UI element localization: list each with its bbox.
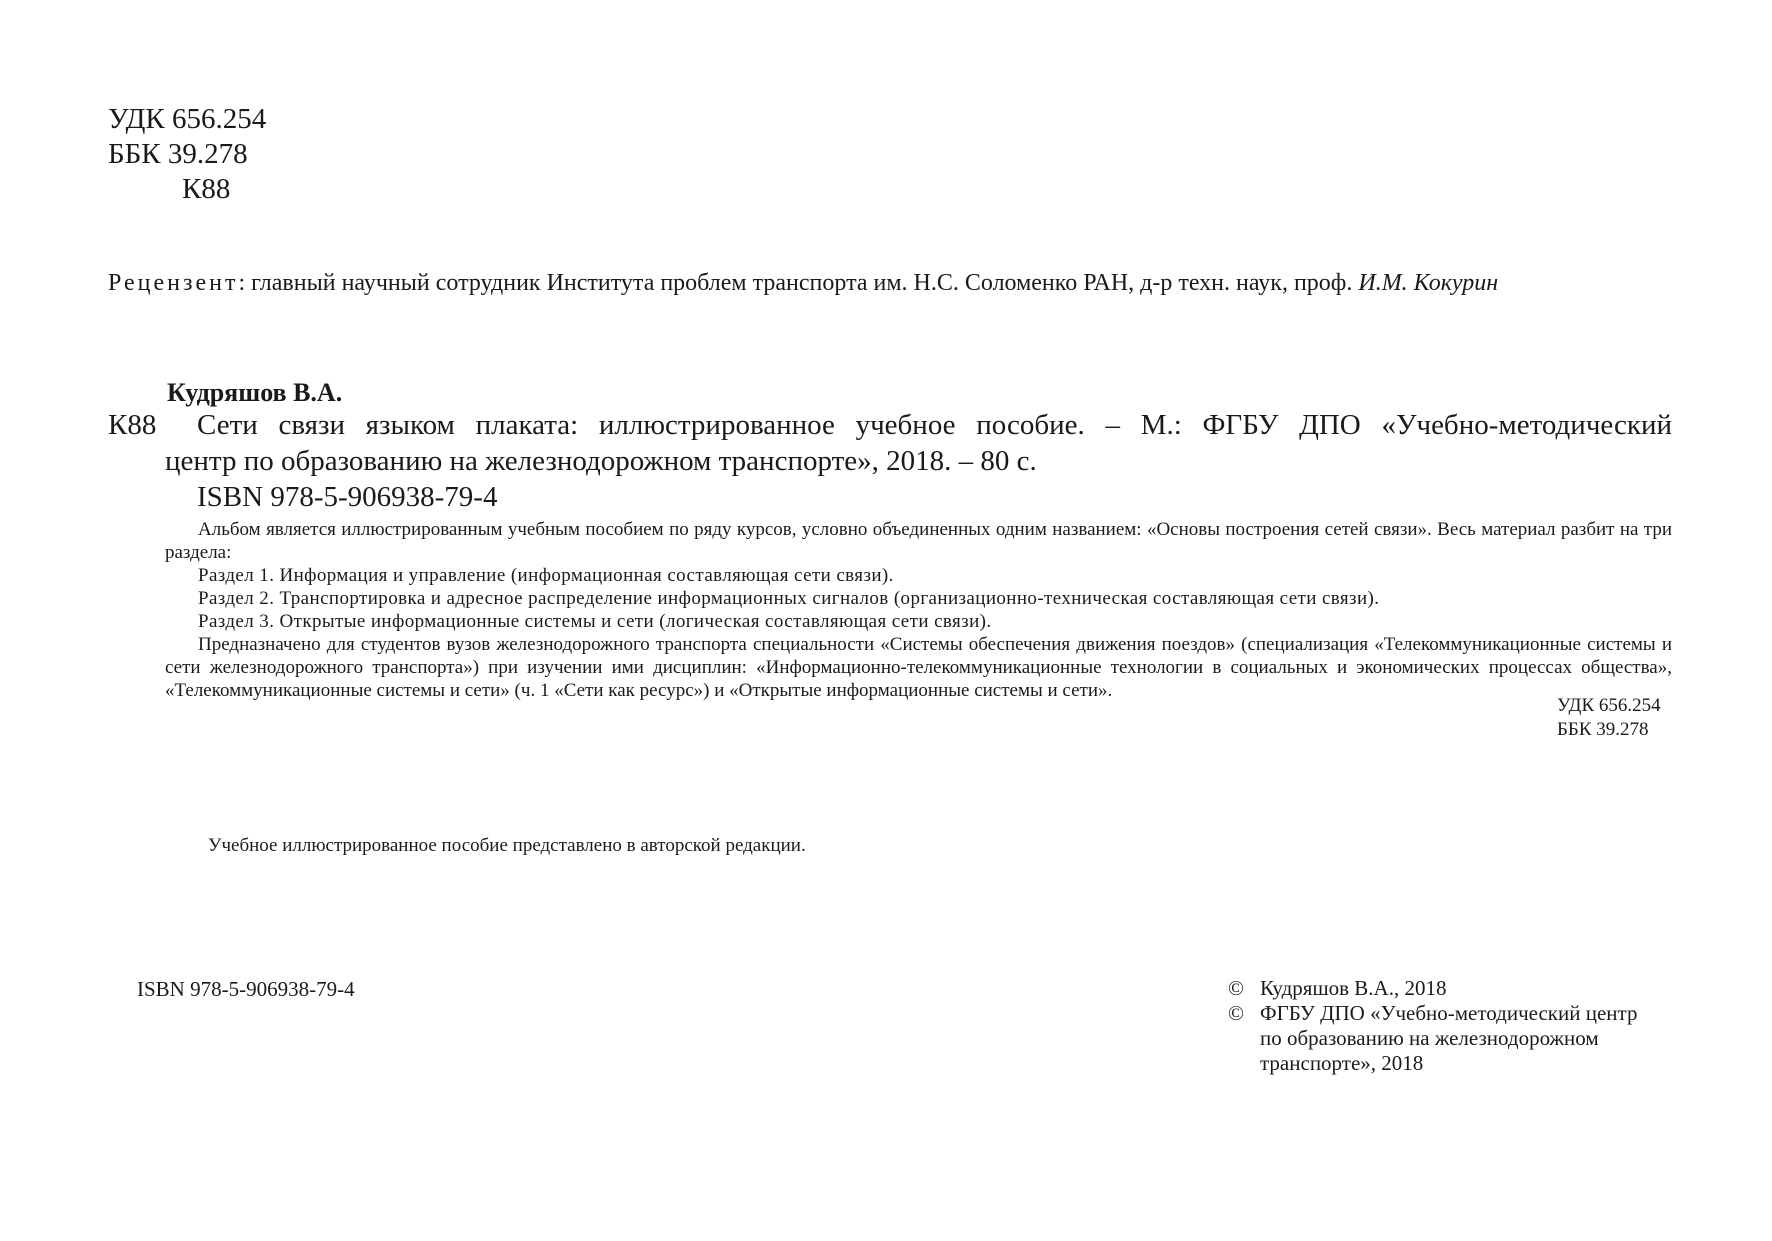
reviewer-text: : главный научный сотрудник Института проблем транспорта им. Н.С. Соломенко РАН, д-р техн. наук, проф.	[238, 270, 1359, 296]
annotation-udk: УДК 656.254	[1557, 695, 1661, 716]
copyright-block	[1228, 976, 1637, 1076]
book-author: Кудряшов В.А.	[167, 378, 343, 407]
annotation-purpose: Предназначено для студентов вузов железнодорожного транспорта специальности «Системы обеспечения движения поездов» (специализация «Телекоммуникационные системы и сети железнодорожного транспорта») при изучении ими дисциплин: «Информационно-телекоммуникационные технологии в социальных и экономических процессах общества», «Телекоммуникационные системы и сети» (ч. 1 «Сети как ресурс») и «Открытые информационные системы и сети».	[165, 634, 1672, 701]
footer-isbn: ISBN 978-5-906938-79-4	[137, 977, 355, 1001]
copyright-sign: ©	[1228, 1001, 1244, 1025]
annotation-section-2: Раздел 2. Транспортировка и адресное распределение информационных сигналов (организационно-техническая составляющая сети связи).	[198, 588, 1380, 609]
annotation-section-3: Раздел 3. Открытые информационные системы и сети (логическая составляющая сети связи).	[198, 611, 992, 632]
annotation-section-1: Раздел 1. Информация и управление (информационная составляющая сети связи).	[198, 565, 894, 586]
reviewer-name: И.М. Кокурин	[1358, 270, 1499, 296]
book-title-line1: Сети связи языком плаката: иллюстрированное учебное пособие. – М.: ФГБУ ДПО «Учебно-методический	[197, 409, 1672, 441]
annotation-intro: Альбом является иллюстрированным учебным пособием по ряду курсов, условно объединенных одним названием: «Основы построения сетей связи». Весь материал разбит на три раздела:	[165, 519, 1672, 563]
copyright-publisher-text: ФГБУ ДПО «Учебно-методический центр по образованию на железнодорожном транспорте», 2018	[1260, 1001, 1638, 1075]
udk-code: УДК 656.254	[108, 103, 267, 135]
book-title-line2: центр по образованию на железнодорожном транспорте», 2018. – 80 с.	[165, 445, 1037, 477]
book-isbn: ISBN 978-5-906938-79-4	[197, 481, 498, 513]
edition-note: Учебное иллюстрированное пособие представлено в авторской редакции.	[208, 835, 806, 856]
annotation	[165, 518, 1672, 702]
biblio-author-sign: К88	[108, 409, 157, 441]
author-sign: К88	[182, 173, 231, 205]
copyright-publisher	[1228, 1001, 1637, 1076]
copyright-sign: ©	[1228, 976, 1244, 1000]
bbk-code: ББК 39.278	[108, 138, 248, 170]
annotation-codes	[1557, 694, 1661, 742]
reviewer-line	[108, 268, 1673, 298]
copyright-author-text: Кудряшов В.А., 2018	[1260, 976, 1447, 1000]
copyright-author	[1228, 976, 1637, 1001]
reviewer-label: Рецензент	[108, 270, 239, 296]
annotation-bbk: ББК 39.278	[1557, 719, 1649, 740]
